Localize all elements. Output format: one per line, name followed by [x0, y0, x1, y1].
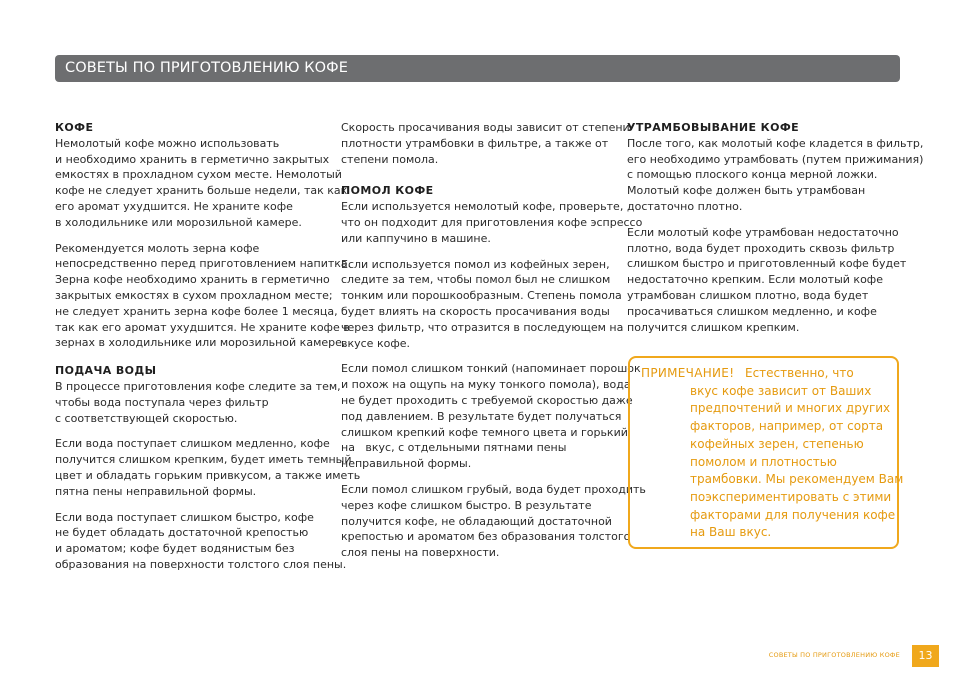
tamp-paragraph-2	[627, 225, 907, 336]
text-line: зернах в холодильнике или морозильной камере.	[55, 336, 346, 350]
text-line: недостаточно крепким. Если молотый кофе	[627, 273, 883, 287]
text-line: предпочтений и многих других	[690, 401, 891, 416]
text-line: Скорость просачивания воды зависит от степени	[341, 121, 630, 134]
text-line: Если используется немолотый кофе, проверьте,	[341, 200, 624, 214]
text-line: вкусе кофе.	[341, 336, 410, 350]
grind-paragraph-2	[341, 257, 624, 352]
grind-paragraph-3	[341, 361, 641, 472]
grind-paragraph-1	[341, 199, 643, 246]
column-middle	[341, 120, 646, 573]
text-line: будет влиять на скорость просачивания воды	[341, 304, 610, 318]
text-line: кофейных зерен, степенью	[690, 436, 864, 451]
text-line: под давлением. В результате будет получаться	[341, 409, 622, 423]
text-line: плотно, вода будет проходить сквозь фильтр	[627, 241, 895, 255]
text-line: и ароматом; кофе будет водянистым без	[55, 542, 295, 556]
text-line: В процессе приготовления кофе следите за тем,	[55, 379, 341, 393]
text-line: просачиваться слишком медленно, и кофе	[627, 304, 877, 318]
text-line: не будет обладать достаточной крепостью	[55, 526, 309, 540]
text-line: Зерна кофе необходимо хранить в герметично	[55, 273, 330, 287]
text-line: степени помола.	[341, 152, 439, 166]
text-line: Если помол слишком грубый, вода будет проходить	[341, 482, 646, 496]
heading-coffee: КОФЕ	[55, 121, 94, 134]
text-line: слоя пены на поверхности.	[341, 546, 500, 560]
text-line: слишком крепкий кофе темного цвета и горький	[341, 425, 628, 439]
text-line: трамбовки. Мы рекомендуем Вам	[690, 472, 904, 487]
note-text	[690, 365, 904, 542]
text-line: чтобы вода поступала через фильтр	[55, 395, 269, 409]
page-number: 13	[918, 649, 933, 662]
section-title: СОВЕТЫ ПО ПРИГОТОВЛЕНИЮ КОФЕ	[65, 60, 349, 76]
section-coffee	[55, 120, 352, 351]
text-line: Если помол слишком тонкий (напоминает порошок	[341, 362, 641, 376]
text-line: так как его аромат ухудшится. Не храните кофе в	[55, 320, 350, 334]
note-label: ПРИМЕЧАНИЕ!	[641, 366, 735, 380]
text-line: непосредственно перед приготовлением напитка.	[55, 257, 352, 271]
text-line: его необходимо утрамбовать (путем прижимания)	[627, 152, 924, 166]
text-line: образования на поверхности толстого слоя пены.	[55, 557, 347, 571]
text-line: Немолотый кофе можно использовать	[55, 136, 280, 150]
text-line: пятна пены неправильной формы.	[55, 484, 257, 498]
text-line: через кофе слишком быстро. В результате	[341, 498, 592, 512]
text-line: на вкус, с отдельными пятнами пены	[341, 441, 567, 455]
text-line: Рекомендуется молоть зерна кофе	[55, 241, 260, 255]
text-line: факторов, например, от сорта	[690, 419, 884, 434]
text-line: поэкспериментировать с этими	[690, 489, 892, 504]
text-line: или каппучино в машине.	[341, 231, 491, 245]
text-line: Если используется помол из кофейных зерен,	[341, 257, 610, 271]
text-line: его аромат ухудшится. Не храните кофе	[55, 199, 293, 213]
section-tamp	[627, 120, 924, 335]
text-line: и необходимо хранить в герметично закрытых	[55, 152, 330, 166]
text-line: достаточно плотно.	[627, 199, 743, 213]
text-line: через фильтр, что отразится в последующем на	[341, 320, 624, 334]
water-paragraph-3	[55, 510, 347, 573]
text-line: не будет проходить с требуемой скоростью даже	[341, 393, 633, 407]
text-line: утрамбован слишком плотно, вода будет	[627, 288, 869, 302]
intro-paragraph	[341, 120, 630, 167]
text-line: что он подходит для приготовления кофе эспрессо	[341, 215, 643, 229]
column-left	[55, 120, 361, 585]
text-line: с соответствующей скоростью.	[55, 411, 238, 425]
grind-paragraph-4	[341, 482, 646, 561]
water-paragraph-2	[55, 436, 361, 499]
page-number-badge	[912, 645, 939, 667]
footer-section-label: СОВЕТЫ ПО ПРИГОТОВЛЕНИЮ КОФЕ	[768, 651, 900, 659]
coffee-paragraph-1	[55, 136, 348, 231]
section-header-bar	[55, 55, 900, 82]
text-line: получится слишком крепким.	[627, 320, 800, 334]
text-line: емкостях в прохладном сухом месте. Немолотый	[55, 168, 342, 182]
text-line: Если молотый кофе утрамбован недостаточно	[627, 225, 899, 239]
text-line: кофе не следует хранить больше недели, так как	[55, 184, 348, 198]
text-line: вкус кофе зависит от Ваших	[690, 383, 872, 398]
text-line: цвет и обладать горьким привкусом, а также иметь	[55, 468, 361, 482]
note-box	[628, 356, 904, 549]
text-line: следите за тем, чтобы помол был не слишком	[341, 273, 611, 287]
text-line: слишком быстро и приготовленный кофе будет	[627, 257, 907, 271]
heading-water: ПОДАЧА ВОДЫ	[55, 364, 157, 378]
heading-tamp: УТРАМБОВЫВАНИЕ КОФЕ	[627, 121, 800, 134]
text-line: плотности утрамбовки в фильтре, а также от	[341, 136, 609, 150]
text-line: факторами для получения кофе	[690, 507, 896, 522]
text-line: тонким или порошкообразным. Степень помола	[341, 289, 622, 303]
coffee-paragraph-2	[55, 241, 352, 352]
section-water	[55, 363, 361, 573]
text-line: неправильной формы.	[341, 457, 472, 471]
text-line: не следует хранить зерна кофе более 1 месяца,	[55, 304, 338, 318]
text-line: получится кофе, не обладающий достаточной	[341, 514, 612, 528]
text-line: на Ваш вкус.	[690, 525, 772, 540]
text-line: После того, как молотый кофе кладется в фильтр,	[627, 136, 924, 150]
tamp-paragraph-1	[627, 136, 924, 215]
text-line: закрытых емкостях в сухом прохладном месте;	[55, 288, 333, 302]
text-line: Если вода поступает слишком быстро, кофе	[55, 510, 314, 524]
heading-grind: ПОМОЛ КОФЕ	[341, 184, 434, 198]
text-line: Естественно, что	[745, 366, 854, 380]
text-line: с помощью плоского конца мерной ложки.	[627, 168, 878, 182]
text-line: и похож на ощупь на муку тонкого помола), вода	[341, 378, 631, 392]
section-grind	[341, 183, 646, 561]
text-line: крепостью и ароматом без образования толстого	[341, 530, 631, 544]
text-line: в холодильнике или морозильной камере.	[55, 215, 302, 229]
water-paragraph-1	[55, 379, 341, 426]
text-line: помолом и плотностью	[690, 454, 837, 469]
text-line: Если вода поступает слишком медленно, кофе	[55, 437, 330, 451]
column-right	[627, 120, 924, 347]
text-line: Молотый кофе должен быть утрамбован	[627, 184, 866, 198]
text-line: получится слишком крепким, будет иметь темный	[55, 453, 352, 467]
